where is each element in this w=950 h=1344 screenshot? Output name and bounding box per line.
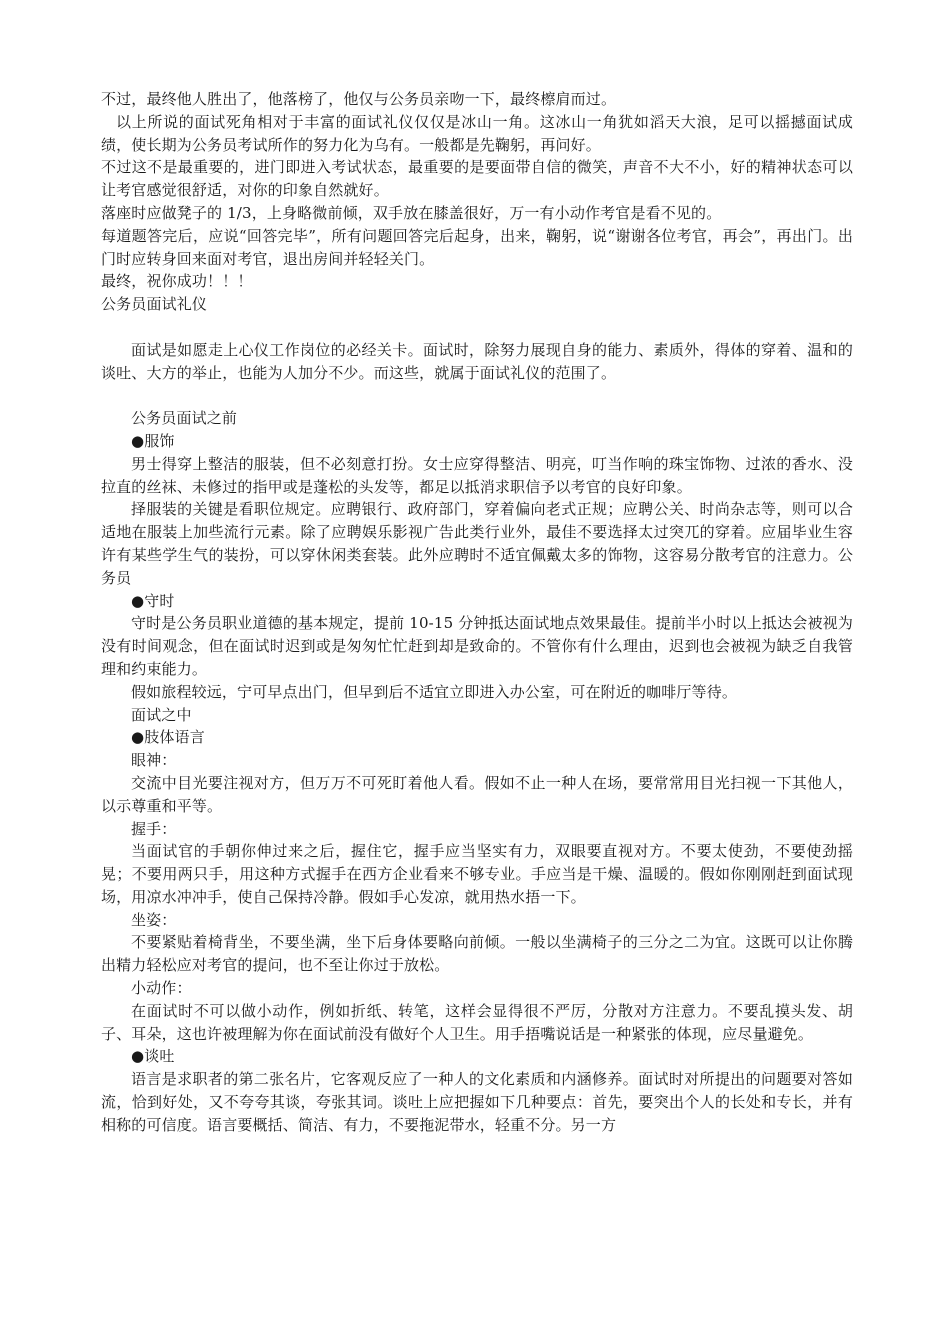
paragraph: 在面试时不可以做小动作，例如折纸、转笔，这样会显得很不严厉，分散对方注意力。不要乱摸头发、胡子、耳朵，这也许被理解为你在面试前没有做好个人卫生。用手捂嘴说话是一种紧张的体现，应尽量避免。 <box>101 1001 853 1043</box>
paragraph: 守时是公务员职业道德的基本规定，提前 10-15 分钟抵达面试地点效果最佳。提前半小时以上抵达会被视为没有时间观念，但在面试时迟到或是匆匆忙忙赶到却是致命的。不管你有什么理由，迟到也会被视为缺乏自我管理和约束能力。 <box>101 614 853 678</box>
paragraph: ●肢体语言 <box>131 728 205 747</box>
paragraph: 不过这不是最重要的，进门即进入考试状态，最重要的是要面带自信的微笑，声音不大不小，好的精神状态可以让考官感觉很舒适，对你的印象自然就好。 <box>101 158 853 200</box>
paragraph: 坐姿： <box>131 910 177 929</box>
paragraph: 眼神： <box>131 751 177 770</box>
paragraph: 不要紧贴着椅背坐，不要坐满，坐下后身体要略向前倾。一般以坐满椅子的三分之二为宜。这既可以让你腾出精力轻松应对考官的提问，也不至让你过于放松。 <box>101 933 853 975</box>
blank-line <box>101 316 853 339</box>
paragraph: 以上所说的面试死角相对于丰富的面试礼仪仅仅是冰山一角。这冰山一角犹如滔天大浪，足可以摇撼面试成绩，使长期为公务员考试所作的努力化为乌有。一般都是先鞠躬，再问好。 <box>101 112 853 154</box>
paragraph: 公务员面试礼仪 <box>101 295 208 314</box>
paragraph: ●服饰 <box>131 431 175 450</box>
blank-line <box>101 384 853 407</box>
paragraph: 每道题答完后，应说“回答完毕”，所有问题回答完后起身，出来，鞠躬，说“谢谢各位考官，再会”，再出门。出门时应转身回来面对考官，退出房间并轻轻关门。 <box>101 226 853 268</box>
paragraph: 面试是如愿走上心仪工作岗位的必经关卡。面试时，除努力展现自身的能力、素质外，得体的穿着、温和的谈吐、大方的举止，也能为人加分不少。而这些，就属于面试礼仪的范围了。 <box>101 340 853 382</box>
document-page <box>101 88 853 1137</box>
paragraph: 面试之中 <box>131 705 192 724</box>
paragraph: 语言是求职者的第二张名片，它客观反应了一种人的文化素质和内涵修养。面试时对所提出的问题要对答如流，恰到好处，又不夸夸其谈，夸张其词。谈吐上应把握如下几种要点：首先，要突出个人的长处和专长，并有相称的可信度。语言要概括、简洁、有力，不要拖泥带水，轻重不分。另一方 <box>101 1070 853 1134</box>
paragraph: 握手： <box>131 819 177 838</box>
paragraph: 假如旅程较远，宁可早点出门，但早到后不适宜立即进入办公室，可在附近的咖啡厅等待。 <box>131 682 738 701</box>
paragraph: 择服装的关键是看职位规定。应聘银行、政府部门，穿着偏向老式正规；应聘公关、时尚杂志等，则可以合适地在服装上加些流行元素。除了应聘娱乐影视广告此类行业外，最佳不要选择太过突兀的穿着。应届毕业生容许有某些学生气的装扮，可以穿休闲类套装。此外应聘时不适宜佩戴太多的饰物，这容易分散考官的注意力。公务员 <box>101 500 853 587</box>
paragraph: 交流中目光要注视对方，但万万不可死盯着他人看。假如不止一种人在场，要常常用目光扫视一下其他人，以示尊重和平等。 <box>101 773 853 815</box>
paragraph: 小动作： <box>131 979 192 998</box>
paragraph: 公务员面试之前 <box>131 409 238 428</box>
paragraph: 当面试官的手朝你伸过来之后，握住它，握手应当坚实有力，双眼要直视对方。不要太使劲，不要使劲摇晃；不要用两只手，用这种方式握手在西方企业看来不够专业。手应当是干燥、温暖的。假如你刚刚赶到面试现场，用凉水冲冲手，使自己保持冷静。假如手心发凉，就用热水捂一下。 <box>101 842 853 906</box>
paragraph: ●守时 <box>131 591 175 610</box>
paragraph: 不过，最终他人胜出了，他落榜了，他仅与公务员亲吻一下，最终檫肩而过。 <box>101 90 617 108</box>
paragraph: 落座时应做凳子的 1/3，上身略微前倾，双手放在膝盖很好，万一有小动作考官是看不见的。 <box>101 203 722 222</box>
paragraph: 最终，祝你成功！！！ <box>101 272 253 291</box>
paragraph: 男士得穿上整洁的服装，但不必刻意打扮。女士应穿得整洁、明亮，叮当作响的珠宝饰物、过浓的香水、没拉直的丝袜、未修过的指甲或是蓬松的头发等，都足以抵消求职信予以考官的良好印象。 <box>101 454 853 496</box>
paragraph: ●谈吐 <box>131 1047 175 1066</box>
